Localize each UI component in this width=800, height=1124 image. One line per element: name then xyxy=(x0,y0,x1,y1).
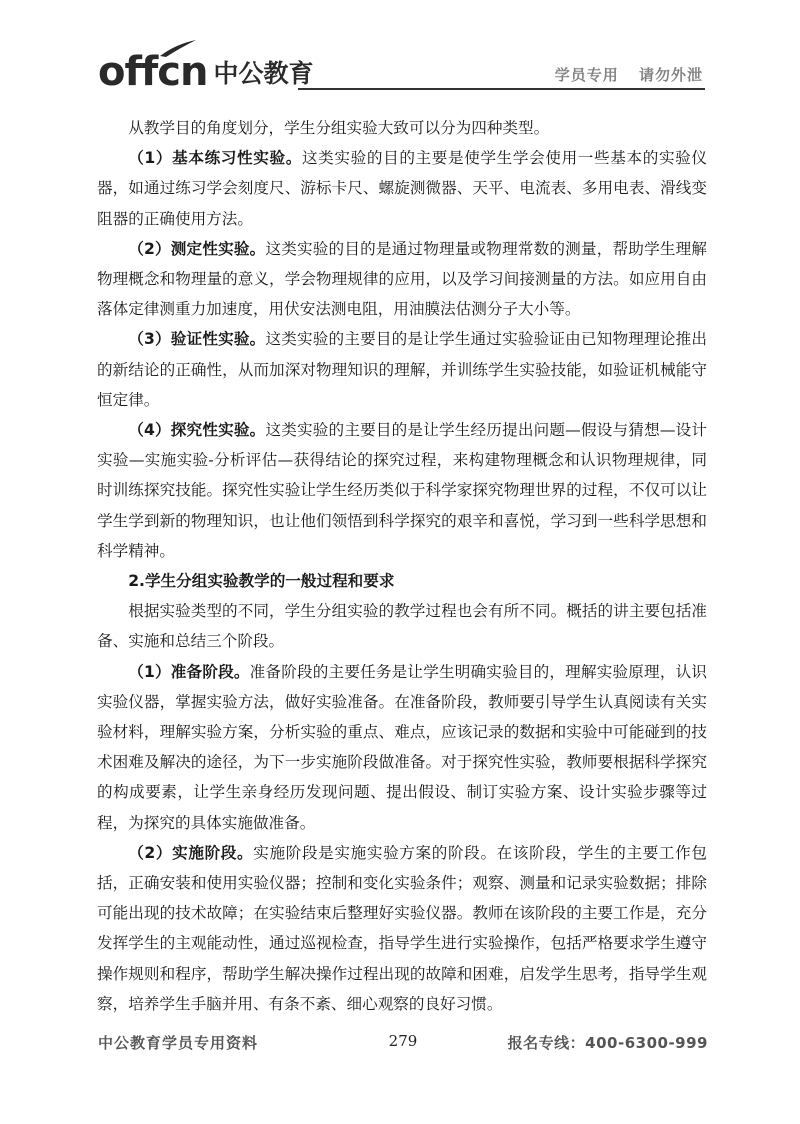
paragraph-text: 这类实验的主要目的是让学生经历提出问题—假设与猜想—设计实验—实施实验-分析评估—获得结论的探究过程，来构建物理概念和认识物理规律，同时训练探究技能。探究性实验让学生经历类似于科学家探究物理世界的过程，不仅可以让学生学到新的物理知识，也让他们领悟到科学探究的艰辛和喜悦，学习到一些科学思想和科学精神。 xyxy=(97,421,707,560)
paragraph-stages-overview: 根据实验类型的不同，学生分组实验的教学过程也会有所不同。概括的讲主要包括准备、实施和总结三个阶段。 xyxy=(97,602,707,651)
intro-paragraph: 从教学目的角度划分，学生分组实验大致可以分为四种类型。 xyxy=(128,119,550,137)
page-header xyxy=(98,42,705,95)
paragraph-label: （4）探究性实验。 xyxy=(128,421,266,440)
paragraph-text: 实施阶段是实施实验方案的阶段。在该阶段，学生的主要工作包括，正确安装和使用实验仪器；控制和变化实验条件；观察、测量和记录实验数据；排除可能出现的技术故障；在实验结束后整理好实验仪器。教师在该阶段的主要工作是，充分发挥学生的主观能动性，通过巡视检查，指导学生进行实验操作，包括严格要求学生遵守操作规则和程序，帮助学生解决操作过程出现的故障和困难，启发学生思考，指导学生观察，培养学生手脑并用、有条不紊、细心观察的良好习惯。 xyxy=(97,843,707,1013)
paragraph-label: （2）实施阶段。 xyxy=(128,843,254,862)
paragraph-text: 这类实验的目的主要是使学生学会使用一些基本的实验仪器，如通过练习学会刻度尺、游标卡尺、螺旋测微器、天平、电流表、多用电表、滑线变阻器的正确使用方法。 xyxy=(97,149,707,228)
logo-latin-text: offcn xyxy=(98,49,208,95)
paragraph-label: （1）基本练习性实验。 xyxy=(128,149,302,168)
paragraph-preparation xyxy=(97,657,707,838)
offcn-logo xyxy=(98,46,314,95)
paragraph-implementation xyxy=(97,838,707,1019)
footer-hotline: 报名专线：400-6300-999 xyxy=(507,1034,708,1052)
page-number: 279 xyxy=(388,1032,418,1050)
section-heading: 2.学生分组实验教学的一般过程和要求 xyxy=(128,572,395,591)
page-body xyxy=(97,113,707,1019)
paragraph-basic-practice xyxy=(97,143,707,234)
paragraph-inquiry xyxy=(97,415,707,566)
footer-material-label: 中公教育学员专用资料 xyxy=(98,1034,259,1052)
paragraph-text: 准备阶段的主要任务是让学生明确实验目的，理解实验原理，认识实验仪器，掌握实验方法，做好实验准备。在准备阶段，教师要引导学生认真阅读有关实验材料，理解实验方案，分析实验的重点、难点，应该记录的数据和实验中可能碰到的技术困难及解决的途径，为下一步实施阶段做准备。对于探究性实验，教师要根据科学探究的构成要素，让学生亲身经历发现问题、提出假设、制订实验方案、设计实验步骤等过程，为探究的具体实施做准备。 xyxy=(97,662,707,832)
paragraph-verification xyxy=(97,324,707,415)
logo-swoosh-icon xyxy=(158,38,198,58)
paragraph-text: 这类实验的主要目的是让学生通过实验验证由已知物理理论推出的新结论的正确性，从而加深对物理知识的理解，并训练学生实验技能，如验证机械能守恒定律。 xyxy=(97,330,707,409)
header-tag-students-only: 学员专用 xyxy=(554,66,619,84)
logo-chinese-text: 中公教育 xyxy=(213,59,314,88)
paragraph-label: （3）验证性实验。 xyxy=(128,330,266,349)
header-notice xyxy=(541,64,703,85)
header-tag-do-not-share: 请勿外泄 xyxy=(638,66,703,84)
paragraph-label: （2）测定性实验。 xyxy=(128,239,266,258)
paragraph-text: 这类实验的目的是通过物理量或物理常数的测量，帮助学生理解物理概念和物理量的意义，学会物理规律的应用，以及学习间接测量的方法。如应用自由落体定律测重力加速度，用伏安法测电阻，用油膜法估测分子大小等。 xyxy=(97,239,707,319)
paragraph-label: （1）准备阶段。 xyxy=(128,662,250,681)
header-divider xyxy=(298,88,705,90)
paragraph-measurement xyxy=(97,234,707,325)
page-footer xyxy=(98,1032,708,1056)
